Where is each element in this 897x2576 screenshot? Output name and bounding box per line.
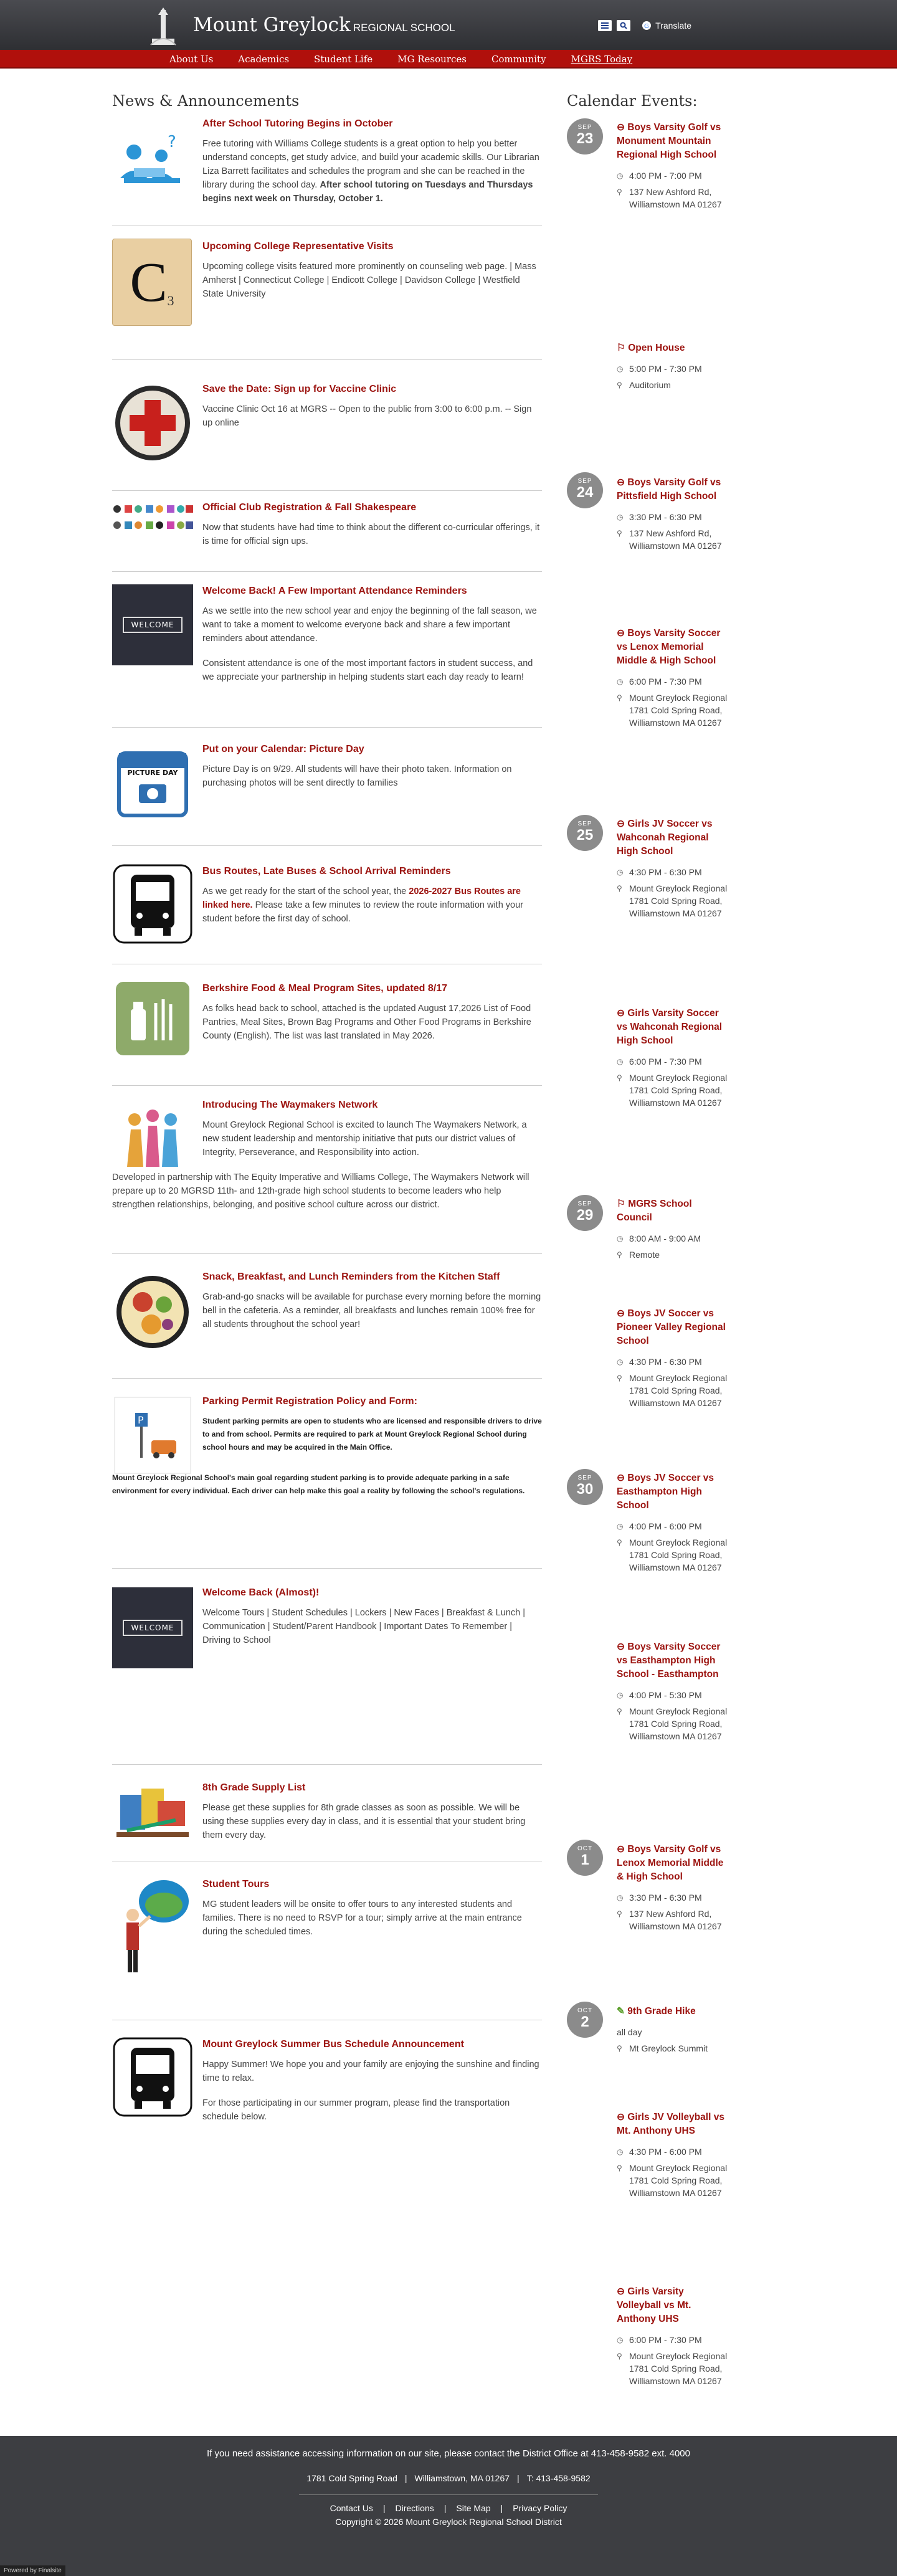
news-summary: MG student leaders will be onsite to offer tours to any interested students and families. There is no need to RSVP for a tour; simply arrive at the main entrance during the scheduled times. — [202, 1899, 522, 1937]
news-title[interactable]: Bus Routes, Late Buses & School Arrival Reminders — [202, 866, 451, 877]
calendar-event[interactable]: ⊖ Boys Varsity Soccer vs Easthampton High School - Easthampton ◷ 4:00 PM - 5:30 PM ⚲ Mount Greylock Regional 1781 Cold Spring Road, Williamstown MA 01267 — [617, 1642, 728, 1741]
calendar-section — [567, 92, 729, 2497]
news-summary-continued: Mount Greylock Regional School's main goal regarding student parking is to provide adequate parking in a safe environment for every individual. Each driver can help make this goal a reality by following the school's regulations. — [112, 1473, 525, 1495]
news-title[interactable]: Parking Permit Registration Policy and Form: — [202, 1396, 417, 1407]
news-summary: As we settle into the new school year and enjoy the beginning of the fall season, we want to take a moment to welcome everyone back and share a few important reminders about attendance. — [202, 606, 537, 644]
news-summary-continued: Developed in partnership with The Equity Imperative and Williams College, The Waymakers Network will prepare up to 20 MGRSD 11th- and 12th-grade high school students to become leaders who help strengthen relationships, belonging, and positive school culture across our district. — [112, 1172, 529, 1210]
footer-contact: 1781 Cold Spring Road | Williamstown, MA 01267 | T: 413-458-9582 — [306, 2473, 591, 2483]
nav-about-us[interactable]: About Us — [169, 54, 214, 65]
welcome-thumbnail[interactable] — [112, 584, 193, 665]
news-summary: Student parking permits are open to students who are licensed and responsible drivers to drive to and from school. Permits are required to park at Mount Greylock Regional School during school hours and may be acquired in the Main Office. — [202, 1417, 542, 1452]
sports-icon: ⊖ — [617, 1642, 628, 1652]
site-subtitle: REGIONAL SCHOOL — [353, 22, 455, 34]
calendar-camera-icon — [116, 747, 189, 819]
clock-icon: ◷ — [617, 2147, 624, 2156]
sports-icon: ⊖ — [617, 477, 628, 488]
date-badge: SEP 23 — [567, 118, 603, 154]
hike-icon: ✎ — [617, 2006, 628, 2017]
vaccine-thumbnail[interactable] — [112, 383, 193, 463]
news-item — [112, 491, 542, 572]
accessibility-notice: If you need assistance accessing information on our site, please contact the District Office at 413-458-9582 ext. 4000 — [206, 2448, 690, 2459]
calendar-event[interactable]: ✎ 9th Grade Hike all day ⚲ Mt Greylock Summit — [617, 2006, 708, 2053]
kitchen-thumbnail[interactable] — [112, 1271, 193, 1352]
news-item — [112, 1569, 542, 1765]
school-supplies-icon — [114, 1782, 191, 1842]
news-item — [112, 1765, 542, 1861]
news-item — [112, 117, 542, 226]
news-item — [112, 1254, 542, 1379]
welcome-banner: WELCOME — [123, 1620, 183, 1636]
news-summary: Free tutoring with Williams College students is a great option to help you better understand concepts, get study advice, and build your academic skills. Our Librarian Liza Barrett facilitates and schedules the program and she can be reached in the library during the school day. After school tutoring on Tuesdays and Thursdays begins next week on Thursday, October 1. — [202, 139, 539, 204]
location-pin-icon: ⚲ — [617, 1909, 622, 1918]
calendar-event[interactable]: ⊖ Boys JV Soccer vs Easthampton High School ◷ 4:00 PM - 6:00 PM ⚲ Mount Greylock Regional 1781 Cold Spring Road, Williamstown MA 01267 — [617, 1473, 728, 1572]
calendar-event[interactable]: ⚐ Open House ◷ 5:00 PM - 7:30 PM ⚲ Auditorium — [617, 343, 702, 390]
scrabble-letter-c: C — [130, 251, 168, 313]
location-pin-icon: ⚲ — [617, 1707, 622, 1716]
sports-icon: ⊖ — [617, 1308, 628, 1319]
menu-icon[interactable] — [598, 20, 612, 31]
clock-icon: ◷ — [617, 364, 624, 373]
location-pin-icon: ⚲ — [617, 2044, 622, 2053]
news-summary: As folks head back to school, attached is the updated August 17,2026 List of Food Pantries, Meal Sites, Brown Bag Programs and Other Food Programs in Berkshire County (English). The list was last translated in May 2026. — [202, 1004, 531, 1041]
date-badge: SEP 25 — [567, 815, 603, 851]
clock-icon: ◷ — [617, 1057, 624, 1066]
news-title[interactable]: Save the Date: Sign up for Vaccine Clinic — [202, 384, 397, 394]
flag-icon: ⚐ — [617, 343, 629, 353]
news-summary: Picture Day is on 9/29. All students will have their photo taken. Information on purchasing photos will be sent directly to families — [202, 764, 512, 788]
footer-address: 1781 Cold Spring Road — [306, 2473, 397, 2483]
footer-city: Williamstown, MA 01267 — [414, 2473, 510, 2483]
sports-icon: ⊖ — [617, 1473, 628, 1483]
calendar-event[interactable]: ⊖ Girls Varsity Soccer vs Wahconah Regional High School ◷ 6:00 PM - 7:30 PM ⚲ Mount Greylock Regional 1781 Cold Spring Road, Williamstown MA 01267 — [617, 1008, 728, 1108]
news-title[interactable]: After School Tutoring Begins in October — [202, 118, 393, 129]
footer-link-site-map[interactable]: Site Map — [456, 2503, 491, 2513]
news-summary-continued: For those participating in our summer program, please find the transportation schedule below. — [202, 2098, 510, 2122]
news-summary: Upcoming college visits featured more prominently on counseling web page. | Mass Amherst | Connecticut College | Endicott College | Davidson College | Westfield State University — [202, 262, 536, 299]
news-section — [112, 92, 542, 2164]
header-bar — [0, 0, 897, 50]
sports-icon: ⊖ — [617, 122, 628, 133]
date-badge: OCT 1 — [567, 1840, 603, 1876]
news-title[interactable]: Welcome Back (Almost)! — [202, 1587, 320, 1598]
food-program-thumbnail[interactable] — [116, 982, 189, 1055]
date-badge: SEP 30 — [567, 1469, 603, 1505]
location-pin-icon: ⚲ — [617, 2352, 622, 2360]
location-pin-icon: ⚲ — [617, 529, 622, 538]
news-heading: News & Announcements — [112, 92, 300, 110]
picture-day-label: PICTURE DAY — [127, 769, 178, 777]
nav-mg-resources[interactable]: MG Resources — [397, 54, 467, 65]
nav-student-life[interactable]: Student Life — [314, 54, 373, 65]
location-pin-icon: ⚲ — [617, 1374, 622, 1382]
student-tours-thumbnail[interactable] — [112, 1876, 193, 1976]
news-item — [112, 846, 542, 964]
news-item — [112, 1861, 542, 2020]
food-plate-icon — [114, 1273, 191, 1351]
news-summary: Vaccine Clinic Oct 16 at MGRS -- Open to the public from 3:00 to 6:00 p.m. -- Sign up online — [202, 404, 532, 428]
flag-icon: ⚐ — [617, 1199, 629, 1209]
picture-day-thumbnail[interactable] — [112, 743, 193, 824]
clock-icon: ◷ — [617, 677, 624, 686]
welcome-back-thumbnail[interactable] — [112, 1587, 193, 1668]
location-pin-icon: ⚲ — [617, 2164, 622, 2172]
news-title[interactable]: Put on your Calendar: Picture Day — [202, 744, 364, 754]
news-title[interactable]: Snack, Breakfast, and Lunch Reminders from the Kitchen Staff — [202, 1271, 500, 1282]
news-summary-continued: Consistent attendance is one of the most important factors in student success, and we appreciate your partnership in helping students start each day ready to learn! — [202, 658, 533, 682]
sports-icon: ⊖ — [617, 2286, 628, 2297]
news-title[interactable]: Student Tours — [202, 1879, 270, 1889]
date-badge: SEP 29 — [567, 1195, 603, 1231]
date-badge: OCT 2 — [567, 2002, 603, 2038]
calendar-event[interactable]: ⊖ Boys JV Soccer vs Pioneer Valley Regional School ◷ 4:30 PM - 6:30 PM ⚲ Mount Greylock Regional 1781 Cold Spring Road, Williamstown MA 01267 — [617, 1308, 728, 1408]
news-title[interactable]: Welcome Back! A Few Important Attendance Reminders — [202, 586, 467, 596]
location-pin-icon: ⚲ — [617, 693, 622, 702]
news-item — [112, 360, 542, 491]
milk-wheat-icon — [125, 991, 181, 1047]
svg-text:P: P — [138, 1414, 144, 1426]
footer-link-contact-us[interactable]: Contact Us — [330, 2503, 373, 2513]
location-pin-icon: ⚲ — [617, 1250, 622, 1259]
news-title[interactable]: Berkshire Food & Meal Program Sites, updated 8/17 — [202, 983, 447, 994]
calendar-event[interactable]: ⊖ Boys Varsity Golf vs Pittsfield High School ◷ 3:30 PM - 6:30 PM ⚲ 137 New Ashford Rd, Williamstown MA 01267 — [617, 477, 722, 551]
nav-community[interactable]: Community — [491, 54, 546, 65]
location-pin-icon: ⚲ — [617, 884, 622, 893]
news-summary: Now that students have had time to think about the different co-curricular offerings, it is time for official sign ups. — [202, 523, 540, 546]
news-item — [112, 572, 542, 728]
news-item — [112, 1086, 542, 1254]
supply-list-thumbnail[interactable] — [112, 1781, 193, 1843]
news-title[interactable]: 8th Grade Supply List — [202, 1782, 306, 1793]
news-summary: Mount Greylock Regional School is excited to launch The Waymakers Network, a new student leadership and mentorship initiative that puts our district values of Integrity, Perseverance, and Responsibility into action. — [202, 1120, 527, 1157]
header-tools — [598, 20, 691, 31]
news-summary: Welcome Tours | Student Schedules | Lockers | New Faces | Breakfast & Lunch | Communication | Student/Parent Handbook | Important Dates To Remember | Driving to School — [202, 1608, 525, 1645]
translate-button[interactable]: G Translate — [642, 21, 691, 31]
calendar-event[interactable]: ⊖ Girls Varsity Volleyball vs Mt. Anthony UHS ◷ 6:00 PM - 7:30 PM ⚲ Mount Greylock Regional 1781 Cold Spring Road, Williamstown MA 01267 — [617, 2286, 728, 2386]
clock-icon: ◷ — [617, 1691, 624, 1699]
copyright: Copyright © 2026 Mount Greylock Regional School District — [335, 2517, 562, 2527]
welcome-banner: WELCOME — [123, 617, 183, 633]
sports-icon: ⊖ — [617, 1844, 628, 1855]
calendar-heading: Calendar Events: — [567, 92, 698, 110]
bus-routes-link[interactable]: 2026-2027 Bus Routes are linked here. — [202, 886, 521, 910]
clock-icon: ◷ — [617, 1357, 624, 1366]
clock-icon: ◷ — [617, 513, 624, 521]
clock-icon: ◷ — [617, 1234, 624, 1243]
svg-text:?: ? — [168, 133, 176, 151]
news-title[interactable]: Mount Greylock Summer Bus Schedule Announcement — [202, 2039, 464, 2050]
clock-icon: ◷ — [617, 171, 624, 180]
red-cross-icon — [113, 384, 192, 462]
reading-people-icon — [115, 128, 190, 197]
clubs-thumbnail[interactable] — [112, 502, 193, 533]
news-summary: Please get these supplies for 8th grade classes as soon as possible. We will be using these supplies every day in class, and it is essential that your student bring them every day. — [202, 1803, 526, 1840]
news-item — [112, 1379, 542, 1569]
calendar-event[interactable]: ⚐ MGRS School Council ◷ 8:00 AM - 9:00 AM ⚲ Remote — [617, 1199, 701, 1260]
sports-icon: ⊖ — [617, 628, 628, 639]
news-item — [112, 964, 542, 1086]
clock-icon: ◷ — [617, 1522, 624, 1531]
calendar-event[interactable]: ⊖ Girls JV Soccer vs Wahconah Regional High School ◷ 4:30 PM - 6:30 PM ⚲ Mount Greylock Regional 1781 Cold Spring Road, Williamstown MA 01267 — [617, 819, 728, 918]
news-item — [112, 728, 542, 846]
waymakers-thumbnail[interactable] — [112, 1098, 193, 1179]
powered-by-badge[interactable]: Powered by Finalsite — [0, 2565, 65, 2576]
group-people-icon — [118, 1105, 187, 1173]
footer — [0, 2436, 897, 2576]
news-summary: As we get ready for the start of the school year, the 2026-2027 Bus Routes are linked here. Please take a few minutes to review the route information with your student before the first day of school. — [202, 886, 524, 924]
footer-divider — [299, 2494, 598, 2495]
nav-mgrs-today[interactable]: MGRS Today — [571, 54, 633, 65]
date-badge: SEP 24 — [567, 472, 603, 508]
location-pin-icon: ⚲ — [617, 381, 622, 389]
calendar-event[interactable]: ⊖ Boys Varsity Golf vs Lenox Memorial Middle & High School ◷ 3:30 PM - 6:30 PM ⚲ 137 New Ashford Rd, Williamstown MA 01267 — [617, 1844, 724, 1931]
footer-link-directions[interactable]: Directions — [395, 2503, 434, 2513]
news-item — [112, 2020, 542, 2164]
news-item — [112, 226, 542, 360]
summer-bus-thumbnail[interactable] — [112, 2037, 193, 2117]
parking-sign-icon — [114, 1397, 191, 1474]
nav-academics[interactable]: Academics — [238, 54, 290, 65]
news-title[interactable]: Upcoming College Representative Visits — [202, 241, 394, 252]
location-pin-icon: ⚲ — [617, 1073, 622, 1082]
news-summary: Grab-and-go snacks will be available for purchase every morning before the morning bell in the cafeteria. As a reminder, all breakfasts and lunches remain 100% free for all students throughout the school year! — [202, 1292, 541, 1329]
google-translate-icon — [642, 21, 652, 31]
sports-icon: ⊖ — [617, 1008, 628, 1019]
location-pin-icon: ⚲ — [617, 188, 622, 196]
bus-icon — [112, 863, 193, 944]
sports-icon: ⊖ — [617, 819, 628, 829]
location-pin-icon: ⚲ — [617, 1538, 622, 1547]
clock-icon: ◷ — [617, 2336, 624, 2344]
footer-phone[interactable]: T: 413-458-9582 — [526, 2473, 591, 2483]
site-title[interactable]: Mount Greylock REGIONAL SCHOOL — [193, 14, 455, 36]
calendar-event[interactable]: ⊖ Boys Varsity Golf vs Monument Mountain Regional High School ◷ 4:00 PM - 7:00 PM ⚲ 137 New Ashford Rd, Williamstown MA 01267 — [617, 122, 722, 209]
news-title[interactable]: Introducing The Waymakers Network — [202, 1100, 378, 1110]
clock-icon: ◷ — [617, 868, 624, 877]
calendar-event[interactable]: ⊖ Girls JV Volleyball vs Mt. Anthony UHS ◷ 4:30 PM - 6:00 PM ⚲ Mount Greylock Regional 1781 Cold Spring Road, Williamstown MA 01267 — [617, 2112, 728, 2198]
sports-icon: ⊖ — [617, 2112, 628, 2122]
school-logo-icon[interactable] — [150, 7, 177, 47]
footer-link-privacy-policy[interactable]: Privacy Policy — [513, 2503, 567, 2513]
search-icon[interactable] — [617, 20, 630, 31]
footer-links: Contact Us | Directions | Site Map | Privacy Policy — [330, 2503, 567, 2513]
svg-text:G: G — [644, 23, 649, 30]
club-icons-grid — [112, 504, 193, 531]
clock-icon: ◷ — [617, 1893, 624, 1902]
bus-thumbnail[interactable] — [112, 863, 193, 944]
news-summary: Happy Summer! We hope you and your family are enjoying the sunshine and finding time to relax. — [202, 2060, 539, 2083]
scrabble-score: 3 — [167, 293, 174, 308]
college-visits-thumbnail[interactable] — [112, 239, 192, 326]
calendar-event[interactable]: ⊖ Boys Varsity Soccer vs Lenox Memorial Middle & High School ◷ 6:00 PM - 7:30 PM ⚲ Mount Greylock Regional 1781 Cold Spring Road, Williamstown MA 01267 — [617, 628, 728, 728]
news-title[interactable]: Official Club Registration & Fall Shakespeare — [202, 502, 417, 513]
main-nav — [0, 50, 897, 69]
parking-thumbnail[interactable] — [112, 1395, 193, 1476]
bus-icon — [112, 2037, 193, 2117]
tour-guide-icon — [114, 1876, 191, 1976]
tutoring-thumbnail[interactable] — [112, 122, 193, 203]
